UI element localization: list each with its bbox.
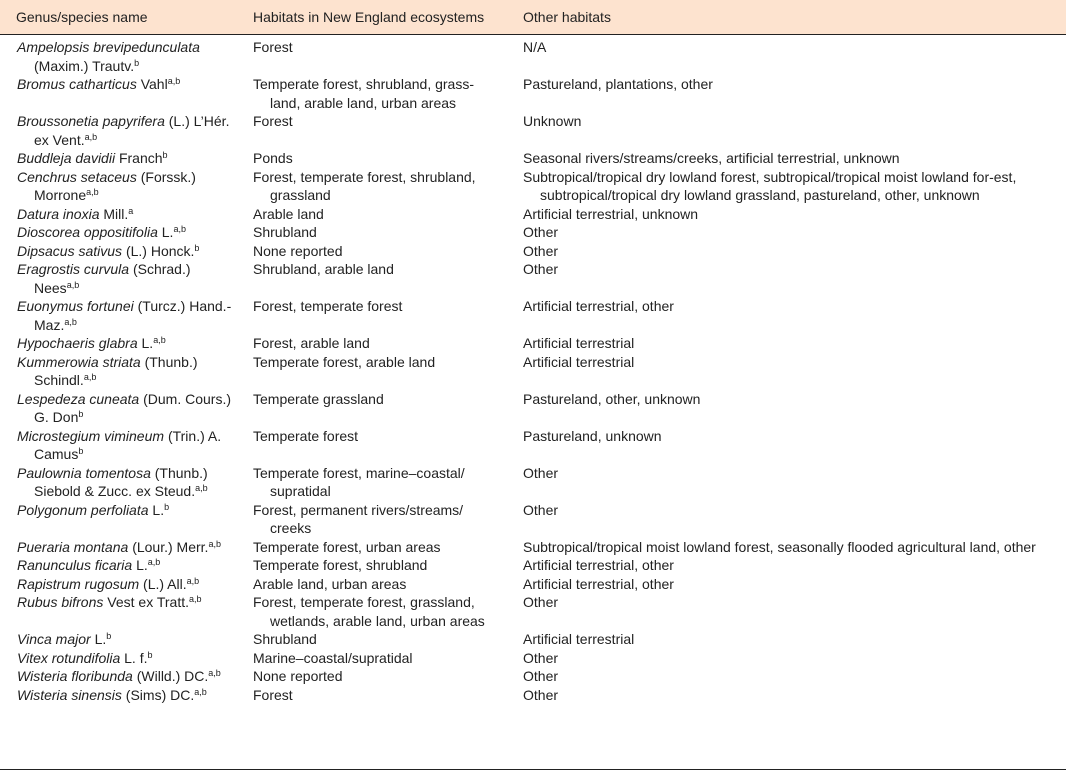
other-habitats-cell: [507, 297, 1066, 334]
other-habitats: Artificial terrestrial: [523, 353, 635, 370]
ne-habitats: Marine–coastal/supratidal: [253, 649, 413, 666]
genus-species: Eragrostis curvula: [17, 261, 130, 277]
table-row: [0, 686, 1066, 705]
other-habitats-cell: [507, 223, 1066, 242]
ne-habitats-cell: [237, 427, 507, 464]
other-habitats-cell: [507, 149, 1066, 168]
footnote-marker: a: [128, 205, 134, 216]
genus-species: Hypochaeris glabra: [17, 335, 138, 351]
ne-habitats-cell: [237, 667, 507, 686]
table-row: [0, 464, 1066, 501]
authority: L.: [152, 501, 165, 518]
genus-species: Vitex rotundifolia: [17, 649, 121, 666]
footnote-marker: b: [78, 446, 84, 456]
ne-habitats: Temperate grassland: [253, 390, 384, 407]
species-name: [17, 205, 233, 224]
species-name-cell: [0, 168, 237, 205]
table-row: [0, 242, 1066, 261]
genus-species: Dioscorea oppositifolia: [17, 224, 158, 240]
header-other-habitats: Other habitats: [507, 0, 1066, 35]
other-habitats: Other: [523, 261, 559, 277]
authority: (Turcz.) Hand.-Maz.: [34, 298, 232, 333]
ne-habitats-cell: [237, 334, 507, 353]
footnote-marker: b: [194, 242, 200, 253]
authority: (Forssk.) Morrone: [34, 168, 196, 203]
table-row: [0, 501, 1066, 538]
ne-habitats-cell: [237, 593, 507, 630]
species-name-cell: [0, 353, 237, 390]
species-name-cell: [0, 649, 237, 668]
ne-habitats-cell: [237, 149, 507, 168]
table-row: [0, 538, 1066, 557]
genus-species: Broussonetia papyrifera: [17, 113, 165, 129]
ne-habitats-cell: [237, 630, 507, 649]
other-habitats-cell: [507, 575, 1066, 594]
ne-habitats-cell: [237, 168, 507, 205]
ne-habitats: Shrubland: [253, 631, 317, 647]
other-habitats-cell: [507, 649, 1066, 668]
other-habitats-cell: [507, 35, 1066, 76]
species-name-cell: [0, 464, 237, 501]
species-name-cell: [0, 149, 237, 168]
footnote-marker: a,b: [208, 538, 221, 549]
species-name: [17, 667, 233, 686]
footnote-marker: a,b: [195, 483, 208, 493]
species-name: [17, 112, 233, 149]
genus-species: Kummerowia striata: [17, 353, 141, 370]
footnote-marker: b: [162, 150, 168, 160]
other-habitats: Artificial terrestrial: [523, 335, 635, 351]
genus-species: Paulownia tomentosa: [17, 464, 151, 481]
other-habitats: Artificial terrestrial: [523, 631, 635, 647]
footnote-marker: a,b: [186, 575, 200, 586]
ne-habitats-cell: [237, 112, 507, 149]
species-name-cell: [0, 556, 237, 575]
species-name: [17, 464, 233, 501]
table-row: [0, 334, 1066, 353]
table-row: [0, 667, 1066, 686]
footnote-marker: b: [147, 649, 153, 660]
footnote-marker: b: [78, 409, 84, 419]
table-row: [0, 593, 1066, 630]
header-name: Genus/species name: [0, 0, 237, 35]
species-name-cell: [0, 35, 237, 76]
genus-species: Euonymus fortunei: [17, 298, 134, 314]
genus-species: Polygonum perfoliata: [17, 501, 149, 518]
other-habitats-cell: [507, 205, 1066, 224]
authority: L.: [94, 631, 107, 647]
footnote-marker: a,b: [147, 557, 161, 567]
species-name-cell: [0, 593, 237, 630]
table-row: [0, 427, 1066, 464]
other-habitats: Other: [523, 464, 559, 481]
species-name-cell: [0, 575, 237, 594]
authority: (L.) All.: [143, 575, 187, 592]
authority: L.: [136, 557, 148, 573]
authority: L. f.: [124, 649, 148, 666]
ne-habitats: Forest, permanent rivers/streams/ creeks: [253, 501, 464, 536]
footnote-marker: a,b: [66, 279, 80, 290]
species-name-cell: [0, 667, 237, 686]
genus-species: Datura inoxia: [17, 205, 100, 222]
other-habitats-cell: [507, 353, 1066, 390]
authority: Franch: [118, 150, 163, 166]
footnote-marker: a,b: [64, 316, 77, 327]
table-row: [0, 353, 1066, 390]
species-name-cell: [0, 334, 237, 353]
other-habitats-cell: [507, 112, 1066, 149]
other-habitats: Other: [523, 224, 559, 240]
other-habitats: Artificial terrestrial, other: [523, 575, 674, 592]
genus-species: Rubus bifrons: [17, 594, 104, 610]
table-row: [0, 297, 1066, 334]
species-name: [17, 334, 233, 353]
ne-habitats-cell: [237, 686, 507, 705]
ne-habitats-cell: [237, 353, 507, 390]
footnote-marker: b: [164, 501, 170, 512]
table-row: [0, 556, 1066, 575]
other-habitats: Artificial terrestrial, other: [523, 557, 674, 573]
ne-habitats: Arable land: [253, 205, 324, 222]
species-name: [17, 593, 233, 612]
ne-habitats-cell: [237, 75, 507, 112]
authority: Mill.: [103, 205, 129, 222]
species-name-cell: [0, 297, 237, 334]
other-habitats: N/A: [523, 39, 547, 55]
species-name-cell: [0, 223, 237, 242]
other-habitats-cell: [507, 556, 1066, 575]
ne-habitats: Temperate forest, shrubland: [253, 557, 428, 573]
species-name: [17, 223, 233, 242]
ne-habitats: Forest: [253, 113, 293, 129]
other-habitats-cell: [507, 242, 1066, 261]
authority: (Lour.) Merr.: [132, 538, 209, 555]
species-name: [17, 149, 233, 168]
footnote-marker: a,b: [86, 187, 99, 197]
other-habitats: Other: [523, 501, 559, 518]
table-row: [0, 112, 1066, 149]
genus-species: Microstegium vimineum: [17, 427, 165, 444]
other-habitats-cell: [507, 464, 1066, 501]
species-name: [17, 556, 233, 575]
footnote-marker: a,b: [208, 668, 221, 678]
other-habitats: Other: [523, 686, 559, 703]
species-name-cell: [0, 501, 237, 538]
ne-habitats-cell: [237, 297, 507, 334]
genus-species: Rapistrum rugosum: [17, 575, 140, 592]
other-habitats: Subtropical/tropical moist lowland forest, seasonally flooded agricultural land, other: [523, 538, 1036, 555]
ne-habitats-cell: [237, 205, 507, 224]
ne-habitats: Forest, arable land: [253, 335, 370, 351]
footnote-marker: a,b: [83, 372, 97, 382]
table-row: [0, 35, 1066, 76]
ne-habitats: Temperate forest, arable land: [253, 353, 436, 370]
other-habitats: Unknown: [523, 113, 582, 129]
species-name: [17, 38, 233, 75]
other-habitats-cell: [507, 501, 1066, 538]
table-body: [0, 35, 1066, 705]
authority: (Maxim.) Trautv.: [34, 57, 135, 74]
ne-habitats-cell: [237, 390, 507, 427]
species-name: [17, 538, 233, 557]
table-row: [0, 205, 1066, 224]
other-habitats: Artificial terrestrial, other: [523, 298, 674, 314]
species-name: [17, 75, 233, 94]
ne-habitats-cell: [237, 35, 507, 76]
species-name-cell: [0, 686, 237, 705]
ne-habitats: Temperate forest, shrubland, grass-land, arable land, urban areas: [253, 76, 474, 111]
other-habitats: Other: [523, 242, 559, 259]
ne-habitats: Temperate forest, urban areas: [253, 538, 441, 555]
authority: Vahl: [140, 76, 168, 92]
species-name-cell: [0, 630, 237, 649]
table-row: [0, 649, 1066, 668]
genus-species: Buddleja davidii: [17, 150, 116, 166]
species-name-cell: [0, 260, 237, 297]
authority: (L.) L’Hér. ex Vent.: [34, 113, 230, 148]
genus-species: Wisteria sinensis: [17, 686, 122, 703]
authority: L.: [161, 224, 174, 240]
species-name: [17, 168, 233, 205]
ne-habitats-cell: [237, 260, 507, 297]
species-name: [17, 501, 233, 520]
other-habitats: Other: [523, 668, 559, 684]
ne-habitats: Ponds: [253, 150, 293, 166]
table-row: [0, 260, 1066, 297]
ne-habitats: Arable land, urban areas: [253, 575, 407, 592]
footnote-marker: a,b: [194, 686, 207, 697]
other-habitats-cell: [507, 667, 1066, 686]
ne-habitats-cell: [237, 538, 507, 557]
species-name: [17, 427, 233, 464]
header-ne-habitats: Habitats in New England ecosystems: [237, 0, 507, 35]
table-row: [0, 75, 1066, 112]
other-habitats: Pastureland, plantations, other: [523, 76, 713, 92]
ne-habitats: Forest: [253, 39, 293, 55]
footnote-marker: a,b: [188, 594, 202, 604]
ne-habitats: Forest, temperate forest: [253, 298, 403, 314]
other-habitats-cell: [507, 260, 1066, 297]
ne-habitats-cell: [237, 649, 507, 668]
authority: (Sims) DC.: [125, 686, 195, 703]
other-habitats: Other: [523, 649, 559, 666]
footnote-marker: a,b: [167, 76, 181, 86]
species-name: [17, 575, 233, 594]
species-name-cell: [0, 205, 237, 224]
authority: L.: [141, 335, 154, 351]
table-row: [0, 168, 1066, 205]
species-name: [17, 260, 233, 297]
other-habitats: Other: [523, 594, 559, 610]
authority: (Trin.) A. Camus: [34, 427, 222, 462]
genus-species: Ampelopsis brevipedunculata: [17, 39, 200, 55]
species-name: [17, 686, 233, 705]
other-habitats-cell: [507, 427, 1066, 464]
other-habitats-cell: [507, 168, 1066, 205]
ne-habitats: None reported: [253, 242, 343, 259]
ne-habitats-cell: [237, 501, 507, 538]
species-name: [17, 353, 233, 390]
authority: (Dum. Cours.) G. Don: [34, 390, 232, 425]
footnote-marker: b: [134, 57, 140, 68]
ne-habitats: None reported: [253, 668, 343, 684]
species-name-cell: [0, 242, 237, 261]
genus-species: Wisteria floribunda: [17, 668, 133, 684]
other-habitats-cell: [507, 75, 1066, 112]
genus-species: Dipsacus sativus: [17, 242, 123, 259]
table-row: [0, 630, 1066, 649]
genus-species: Bromus catharticus: [17, 76, 137, 92]
ne-habitats-cell: [237, 223, 507, 242]
footnote-marker: a,b: [153, 335, 166, 345]
species-name: [17, 649, 233, 668]
authority: (Thunb.) Siebold & Zucc. ex Steud.: [34, 464, 208, 499]
ne-habitats-cell: [237, 575, 507, 594]
species-name-cell: [0, 390, 237, 427]
table-row: [0, 575, 1066, 594]
genus-species: Ranunculus ficaria: [17, 557, 133, 573]
species-name-cell: [0, 538, 237, 557]
ne-habitats: Shrubland, arable land: [253, 261, 394, 277]
ne-habitats-cell: [237, 556, 507, 575]
other-habitats-cell: [507, 390, 1066, 427]
table-header: [0, 0, 1066, 35]
genus-species: Vinca major: [17, 631, 91, 647]
footnote-marker: a,b: [84, 131, 98, 142]
genus-species: Pueraria montana: [17, 538, 129, 555]
ne-habitats-cell: [237, 242, 507, 261]
ne-habitats-cell: [237, 464, 507, 501]
footnote-marker: a,b: [173, 224, 186, 234]
authority: (L.) Honck.: [125, 242, 195, 259]
other-habitats-cell: [507, 334, 1066, 353]
species-name: [17, 630, 233, 649]
ne-habitats: Forest, temperate forest, shrubland, grassland: [253, 168, 476, 203]
species-name: [17, 242, 233, 261]
other-habitats: Artificial terrestrial, unknown: [523, 205, 699, 222]
authority: (Willd.) DC.: [136, 668, 209, 684]
bottom-rule: [0, 769, 1066, 770]
table-row: [0, 149, 1066, 168]
other-habitats: Pastureland, unknown: [523, 427, 662, 444]
species-name: [17, 297, 233, 334]
other-habitats-cell: [507, 630, 1066, 649]
footnote-marker: b: [106, 631, 112, 641]
ne-habitats: Temperate forest: [253, 427, 359, 444]
authority: (Thunb.) Schindl.: [34, 353, 198, 388]
ne-habitats: Forest, temperate forest, grassland, wetlands, arable land, urban areas: [253, 594, 485, 629]
species-name-cell: [0, 75, 237, 112]
other-habitats-cell: [507, 686, 1066, 705]
other-habitats: Seasonal rivers/streams/creeks, artificial terrestrial, unknown: [523, 150, 900, 166]
ne-habitats: Shrubland: [253, 224, 317, 240]
species-name-cell: [0, 112, 237, 149]
other-habitats-cell: [507, 538, 1066, 557]
species-name: [17, 390, 233, 427]
authority: Vest ex Tratt.: [107, 594, 189, 610]
table-row: [0, 223, 1066, 242]
ne-habitats: Forest: [253, 686, 293, 703]
species-name-cell: [0, 427, 237, 464]
other-habitats: Subtropical/tropical dry lowland forest, subtropical/tropical moist lowland for-est, subtropical/tropical dry lowland grassland, pastureland, other, unknown: [523, 168, 1017, 203]
authority: (Schrad.) Nees: [34, 261, 191, 296]
genus-species: Lespedeza cuneata: [17, 390, 140, 407]
table-row: [0, 390, 1066, 427]
header-row: [0, 0, 1066, 35]
genus-species: Cenchrus setaceus: [17, 168, 137, 185]
other-habitats-cell: [507, 593, 1066, 630]
ne-habitats: Temperate forest, marine–coastal/ supratidal: [253, 464, 465, 499]
other-habitats: Pastureland, other, unknown: [523, 390, 701, 407]
